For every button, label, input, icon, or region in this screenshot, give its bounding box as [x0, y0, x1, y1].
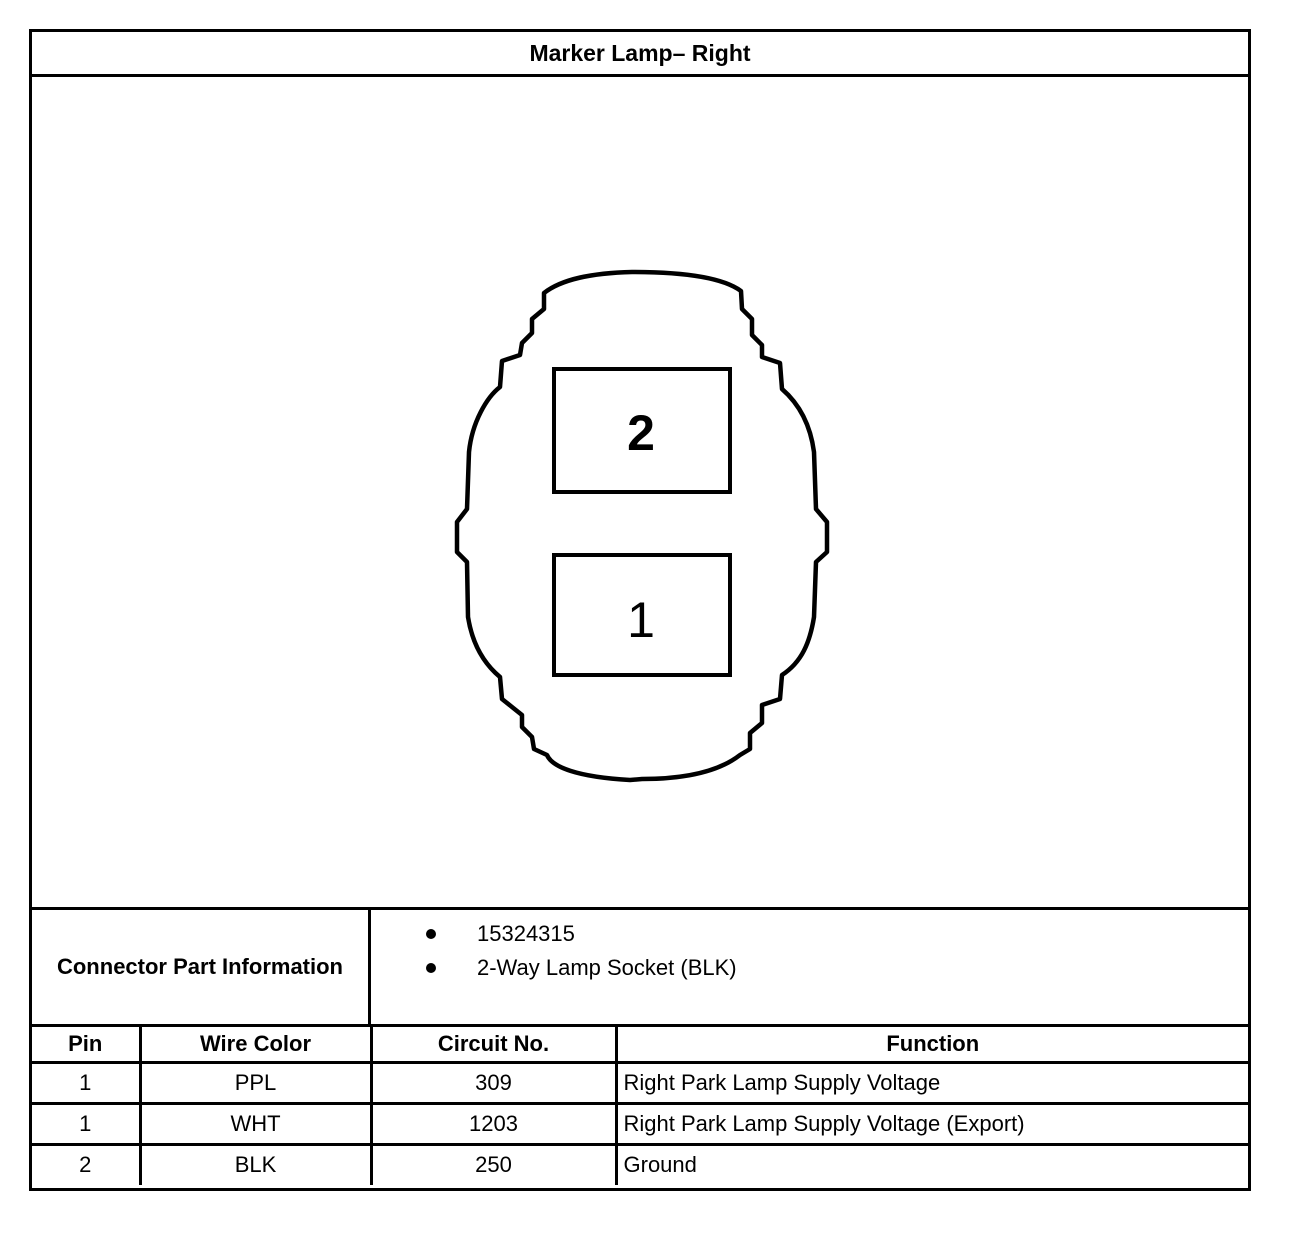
cell-pin: 1	[32, 1103, 140, 1144]
connector-face-drawing	[32, 77, 1248, 907]
cell-wire-color: WHT	[140, 1103, 371, 1144]
table-row	[32, 1062, 1248, 1103]
header-circuit: Circuit No.	[371, 1027, 616, 1062]
cell-circuit: 309	[371, 1062, 616, 1103]
cavity-2-label: 2	[627, 405, 655, 461]
bullet-icon	[426, 929, 436, 939]
part-info-list	[371, 910, 1248, 1024]
cell-pin: 2	[32, 1144, 140, 1185]
part-number: 15324315	[477, 921, 575, 946]
header-wire-color: Wire Color	[140, 1027, 371, 1062]
pinout-table	[32, 1027, 1248, 1185]
connector-part-info	[32, 910, 1248, 1027]
cell-wire-color: BLK	[140, 1144, 371, 1185]
connector-sheet	[29, 29, 1251, 1191]
table-header-row	[32, 1027, 1248, 1062]
header-function: Function	[616, 1027, 1248, 1062]
connector-diagram	[32, 77, 1248, 910]
connector-outline	[457, 272, 827, 780]
cell-function: Ground	[616, 1144, 1248, 1185]
table-row	[32, 1103, 1248, 1144]
cell-wire-color: PPL	[140, 1062, 371, 1103]
cell-circuit: 250	[371, 1144, 616, 1185]
bullet-icon	[426, 963, 436, 973]
part-description: 2-Way Lamp Socket (BLK)	[477, 955, 737, 980]
cavity-1-label: 1	[627, 592, 655, 648]
cell-pin: 1	[32, 1062, 140, 1103]
cell-function: Right Park Lamp Supply Voltage	[616, 1062, 1248, 1103]
page-title: Marker Lamp– Right	[32, 32, 1248, 77]
table-row	[32, 1144, 1248, 1185]
part-info-label: Connector Part Information	[32, 910, 371, 1024]
header-pin: Pin	[32, 1027, 140, 1062]
cell-function: Right Park Lamp Supply Voltage (Export)	[616, 1103, 1248, 1144]
cell-circuit: 1203	[371, 1103, 616, 1144]
